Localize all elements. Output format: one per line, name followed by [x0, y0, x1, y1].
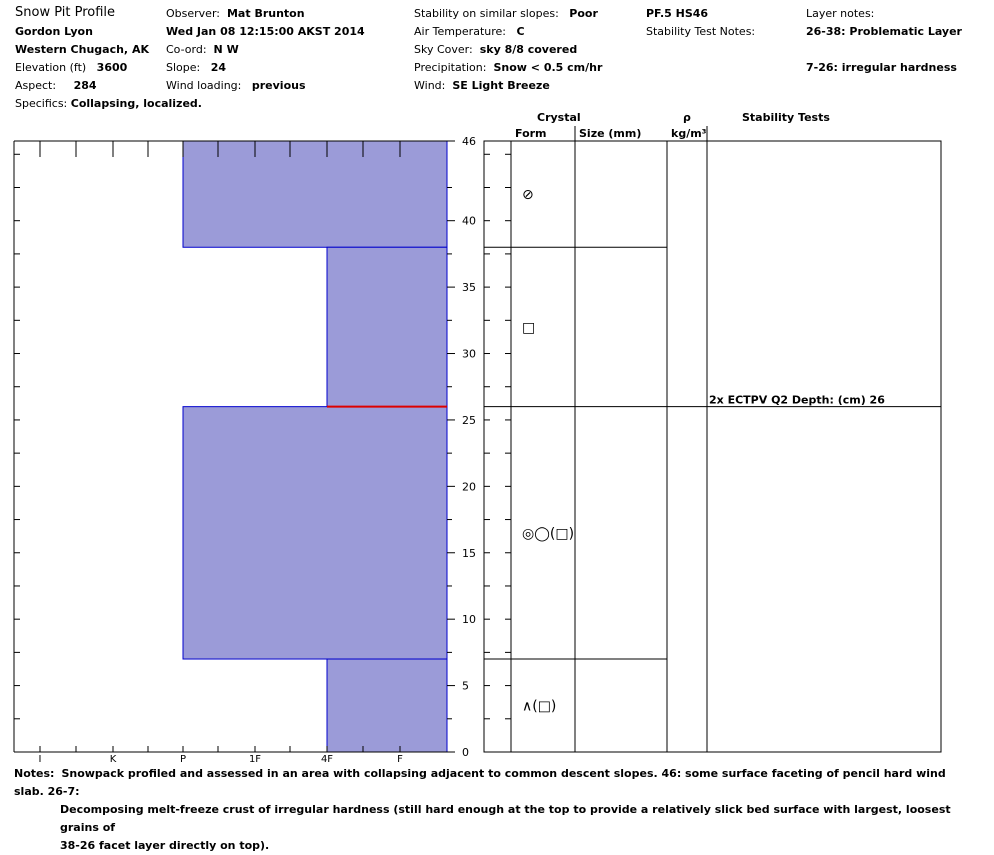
wind-loading-label: Wind loading:: [166, 79, 242, 92]
stability-test-notes-label: Stability Test Notes:: [646, 25, 756, 38]
depth-tick-label: 46: [462, 135, 476, 148]
table-frame: [484, 141, 941, 752]
observation-datetime: Wed Jan 08 12:15:00 AKST 2014: [166, 25, 365, 38]
pf-value: PF.5 HS46: [646, 7, 709, 20]
layer-note-2: 7-26: irregular hardness: [806, 61, 957, 74]
form-header: Form: [515, 127, 547, 140]
stability-label: Stability on similar slopes:: [414, 7, 559, 20]
specifics-value: Collapsing, localized.: [70, 97, 202, 110]
air-temp-value: C: [516, 25, 525, 38]
notes-line-2: Decomposing melt-freeze crust of irregular hardness (still hard enough at the top to provide a relatively slick bed surface with largest, loosest grains of: [60, 803, 951, 834]
slope-value: 24: [210, 61, 227, 74]
notes-line-3: 38-26 facet layer directly on top).: [60, 839, 270, 852]
hardness-tick-label: 1F: [248, 754, 262, 765]
specifics-label: Specifics:: [15, 97, 68, 110]
aspect-label: Aspect:: [15, 79, 57, 92]
stability-test-label: 2x ECTPV Q2 Depth: (cm) 26: [709, 393, 885, 407]
hardness-tick-label: F: [397, 754, 403, 765]
depth-tick-label: 10: [462, 613, 476, 627]
coord-value: N W: [213, 43, 239, 56]
hardness-tick-label: P: [179, 754, 187, 765]
density-unit-header: kg/m³: [671, 127, 707, 140]
hardness-bar: [327, 659, 447, 752]
hardness-tick-label: K: [109, 754, 117, 765]
crystal-form-symbol: ◎◯(□): [522, 525, 575, 542]
observer-name: Gordon Lyon: [15, 25, 93, 38]
depth-tick-label: 40: [462, 214, 476, 228]
elevation-value: 3600: [96, 61, 128, 74]
stability-value: Poor: [569, 7, 598, 20]
location: Western Chugach, AK: [15, 43, 149, 56]
slope-label: Slope:: [166, 61, 201, 74]
precip-value: Snow < 0.5 cm/hr: [493, 61, 603, 74]
stability-tests-header: Stability Tests: [742, 111, 830, 124]
air-temp-label: Air Temperature:: [414, 25, 506, 38]
depth-tick-label: 30: [462, 347, 476, 361]
depth-tick-label: 15: [462, 546, 476, 560]
crystal-table: [484, 126, 941, 752]
crystal-header: Crystal: [537, 111, 581, 124]
crystal-form-symbol: ∧(□): [522, 698, 557, 715]
crystal-form-symbol: ⊘: [522, 187, 534, 204]
depth-tick-label: 5: [462, 679, 469, 693]
observer-label: Observer:: [166, 7, 220, 20]
layer-note-1: 26-38: Problematic Layer: [806, 25, 962, 38]
sky-label: Sky Cover:: [414, 43, 473, 56]
wind-loading-value: previous: [251, 79, 306, 92]
notes-block: [14, 765, 974, 855]
elevation-label: Elevation (ft): [15, 61, 87, 74]
sky-value: sky 8/8 covered: [479, 43, 578, 56]
hardness-bar: [183, 407, 447, 659]
notes-line-1: Snowpack profiled and assessed in an area with collapsing adjacent to common descent slopes. 46: some surface faceting of pencil hard wind slab. 26-7:: [14, 767, 946, 798]
hardness-bar: [183, 141, 447, 247]
hardness-tick-label: 4F: [320, 754, 334, 765]
hardness-tick-label: I: [38, 754, 42, 765]
hardness-bar: [327, 247, 447, 406]
page-title: Snow Pit Profile: [15, 5, 116, 20]
coord-label: Co-ord:: [166, 43, 207, 56]
aspect-value: 284: [73, 79, 97, 92]
rho-header: ρ: [683, 111, 691, 124]
wind-value: SE Light Breeze: [452, 79, 550, 92]
depth-tick-label: 0: [462, 746, 469, 759]
size-header: Size (mm): [579, 127, 642, 140]
depth-tick-label: 35: [462, 281, 476, 295]
crystal-form-symbol: □: [522, 319, 536, 336]
observer-value: Mat Brunton: [226, 7, 305, 20]
precip-label: Precipitation:: [414, 61, 487, 74]
notes-label: Notes:: [14, 767, 55, 780]
depth-tick-label: 25: [462, 413, 476, 427]
depth-tick-label: 20: [462, 480, 476, 494]
layer-notes-label: Layer notes:: [806, 7, 875, 20]
hardness-plot: [183, 141, 447, 752]
wind-label: Wind:: [414, 79, 446, 92]
